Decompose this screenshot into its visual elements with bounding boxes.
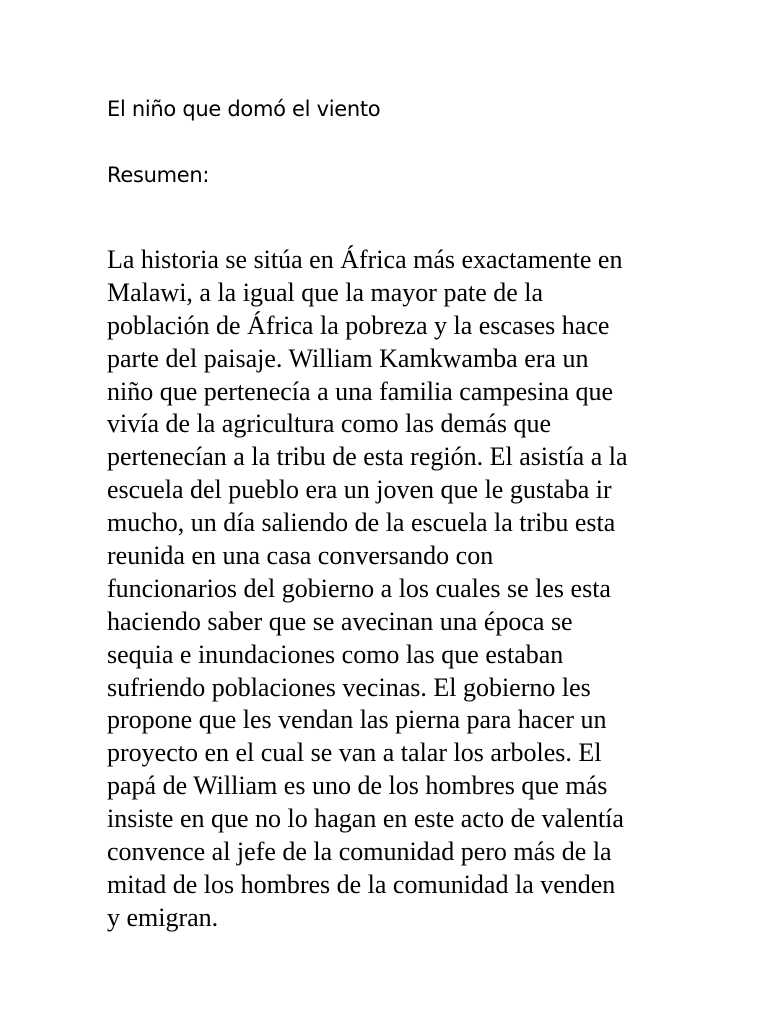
paragraph-line: y emigran. [107,902,219,932]
paragraph-line: funcionarios del gobierno a los cuales se les esta [107,573,611,603]
paragraph-line: niño que pertenecía a una familia campesina que [107,376,614,406]
paragraph-line: reunida en una casa conversando con [107,541,494,571]
paragraph-line: vivía de la agricultura como las demás que [107,409,552,439]
paragraph-line: sequia e inundaciones como las que estaban [107,639,564,669]
paragraph-line: mucho, un día saliendo de la escuela la tribu esta [107,508,616,538]
paragraph-line: propone que les vendan las pierna para hacer un [107,705,607,735]
summary-heading: Resumen: [107,163,210,187]
summary-paragraph [107,244,707,935]
paragraph-line: convence al jefe de la comunidad pero más de la [107,837,612,867]
paragraph-line: pertenecían a la tribu de esta región. El asistía a la [107,442,628,472]
paragraph-line: Malawi, a la igual que la mayor pate de la [107,277,544,307]
paragraph-line: población de África la pobreza y la escases hace [107,310,610,340]
paragraph-line: papá de William es uno de los hombres que más [107,771,608,801]
paragraph-line: parte del paisaje. William Kamkwamba era un [107,343,589,373]
paragraph-line: haciendo saber que se avecinan una época se [107,606,573,636]
paragraph-line: proyecto en el cual se van a talar los arboles. El [107,738,602,768]
paragraph-line: sufriendo poblaciones vecinas. El gobierno les [107,672,591,702]
document-title: El niño que domó el viento [107,97,381,121]
paragraph-line: La historia se sitúa en África más exactamente en [107,245,623,274]
paragraph-line: insiste en que no lo hagan en este acto de valentía [107,804,624,834]
paragraph-line: escuela del pueblo era un joven que le gustaba ir [107,475,612,505]
paragraph-line: mitad de los hombres de la comunidad la venden [107,869,616,899]
